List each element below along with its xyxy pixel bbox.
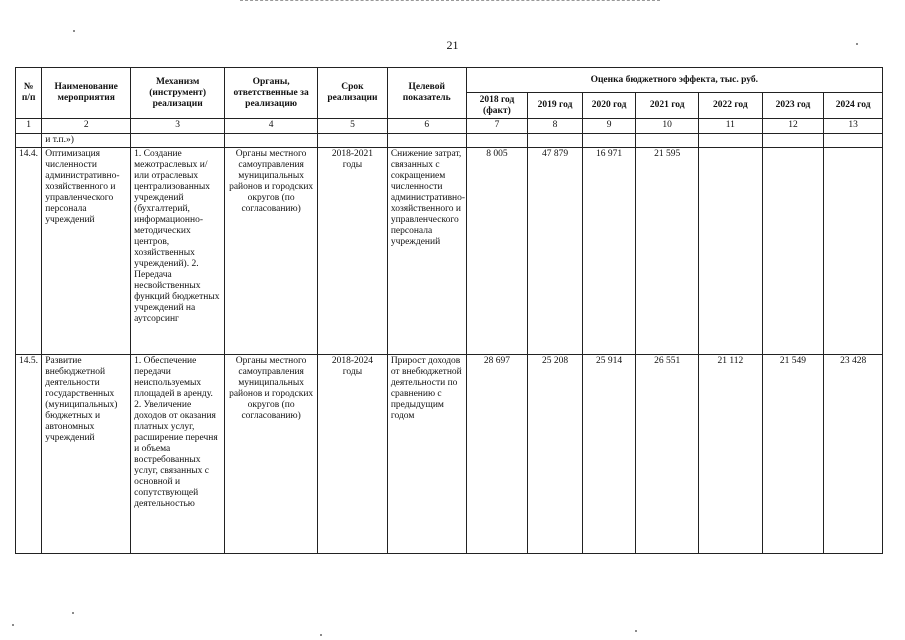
row-term: 2018-2021 годы [318, 148, 388, 355]
header-year: 2022 год [699, 93, 763, 119]
row-target: Снижение затрат, связанных с сокращением численности административно-хозяйственного и управленческого персонала учреждений [387, 148, 466, 355]
scan-speck [856, 43, 858, 45]
row-value: 28 697 [466, 355, 528, 554]
row-value: 25 914 [582, 355, 636, 554]
scan-edge-line [240, 0, 660, 2]
row-value: 47 879 [528, 148, 583, 355]
column-number: 11 [699, 119, 763, 134]
row-value: 8 005 [466, 148, 528, 355]
row-name: Оптимизация численности административно-хозяйственного и управленческого персонала учреждений [42, 148, 131, 355]
header-mechanism: Механизм (инструмент) реализации [131, 68, 225, 119]
row-value: 21 112 [699, 355, 763, 554]
row-num: 14.5. [16, 355, 42, 554]
header-year: 2023 год [762, 93, 824, 119]
table-row [16, 355, 883, 554]
row-num: 14.4. [16, 148, 42, 355]
row-name: Развитие внебюджетной деятельности государственных (муниципальных) бюджетных и автономных учреждений [42, 355, 131, 554]
row-value: 21 595 [636, 148, 699, 355]
header-num: № п/п [16, 68, 42, 119]
row-value [699, 148, 763, 355]
column-number: 6 [387, 119, 466, 134]
row-mechanism: 1. Создание межотраслевых и/или отраслевых централизованных учреждений (бухгалтерий, информационно-методических центров, хозяйственных учреждений). 2. Передача несвойственных функций бюджетных учреждений на аутсорсинг [131, 148, 225, 355]
column-number: 10 [636, 119, 699, 134]
header-budget: Оценка бюджетного эффекта, тыс. руб. [466, 68, 882, 93]
header-year: 2020 год [582, 93, 636, 119]
column-number-row [16, 119, 883, 134]
scan-speck [635, 630, 637, 632]
header-target: Целевой показатель [387, 68, 466, 119]
continuation-row [16, 134, 883, 148]
row-value [824, 148, 883, 355]
column-number: 3 [131, 119, 225, 134]
column-number: 4 [225, 119, 318, 134]
scan-speck [320, 634, 322, 636]
continuation-text: и т.п.») [42, 134, 131, 148]
column-number: 7 [466, 119, 528, 134]
row-value: 26 551 [636, 355, 699, 554]
header-year: 2024 год [824, 93, 883, 119]
column-number: 1 [16, 119, 42, 134]
column-number: 9 [582, 119, 636, 134]
row-value: 23 428 [824, 355, 883, 554]
header-year: 2019 год [528, 93, 583, 119]
scan-speck [12, 624, 14, 626]
row-value: 21 549 [762, 355, 824, 554]
table-row [16, 148, 883, 355]
column-number: 2 [42, 119, 131, 134]
header-row-1 [16, 68, 883, 93]
header-organs: Органы, ответственные за реализацию [225, 68, 318, 119]
row-target: Прирост доходов от внебюджетной деятельности по сравнению с предыдущим годом [387, 355, 466, 554]
header-year: 2018 год (факт) [466, 93, 528, 119]
row-value: 16 971 [582, 148, 636, 355]
column-number: 8 [528, 119, 583, 134]
row-term: 2018-2024 годы [318, 355, 388, 554]
column-number: 12 [762, 119, 824, 134]
page-number: 21 [446, 38, 459, 52]
header-name: Наименование мероприятия [42, 68, 131, 119]
row-value [762, 148, 824, 355]
row-mechanism: 1. Обеспечение передачи неиспользуемых площадей в аренду. 2. Увеличение доходов от оказания платных услуг, расширение перечня и объема востребованных услуг, связанных с основной и сопутствующей деятельностью [131, 355, 225, 554]
budget-effect-table [15, 67, 883, 554]
header-year: 2021 год [636, 93, 699, 119]
row-organs: Органы местного самоуправления муниципальных районов и городских округов (по согласованию) [225, 355, 318, 554]
header-term: Срок реализации [318, 68, 388, 119]
row-value: 25 208 [528, 355, 583, 554]
column-number: 13 [824, 119, 883, 134]
column-number: 5 [318, 119, 388, 134]
row-organs: Органы местного самоуправления муниципальных районов и городских округов (по согласованию) [225, 148, 318, 355]
scan-speck [73, 30, 75, 32]
scan-speck [72, 612, 74, 614]
